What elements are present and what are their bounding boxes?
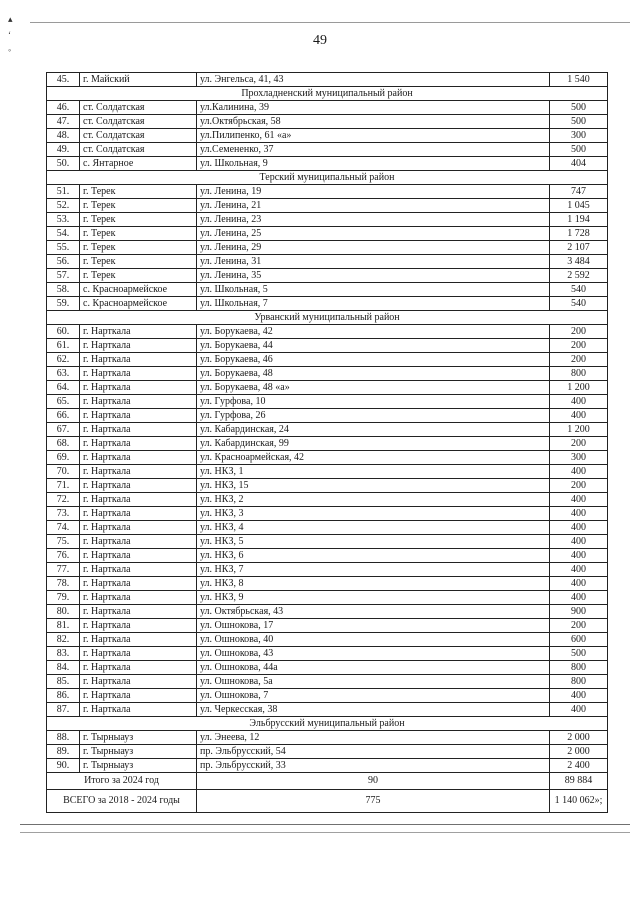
value-cell: 2 107 bbox=[550, 241, 608, 255]
table-row bbox=[47, 451, 608, 465]
value-cell: 400 bbox=[550, 465, 608, 479]
row-number: 90. bbox=[47, 759, 80, 773]
row-number: 51. bbox=[47, 185, 80, 199]
value-cell: 800 bbox=[550, 661, 608, 675]
value-cell: 400 bbox=[550, 591, 608, 605]
value-cell: 900 bbox=[550, 605, 608, 619]
address-cell: ул. Борукаева, 48 bbox=[197, 367, 550, 381]
register-table bbox=[46, 72, 608, 813]
locality-cell: г. Нарткала bbox=[80, 675, 197, 689]
value-cell: 747 bbox=[550, 185, 608, 199]
table-row bbox=[47, 381, 608, 395]
locality-cell: г. Тырныауз bbox=[80, 745, 197, 759]
table-row bbox=[47, 479, 608, 493]
locality-cell: с. Янтарное bbox=[80, 157, 197, 171]
address-cell: ул. Ленина, 29 bbox=[197, 241, 550, 255]
locality-cell: г. Нарткала bbox=[80, 395, 197, 409]
table-row bbox=[47, 689, 608, 703]
locality-cell: г. Нарткала bbox=[80, 661, 197, 675]
value-cell: 600 bbox=[550, 633, 608, 647]
value-cell: 400 bbox=[550, 521, 608, 535]
locality-cell: г. Нарткала bbox=[80, 367, 197, 381]
table-row bbox=[47, 563, 608, 577]
total-value: 89 884 bbox=[550, 773, 608, 790]
locality-cell: г. Терек bbox=[80, 227, 197, 241]
table-row bbox=[47, 465, 608, 479]
row-number: 68. bbox=[47, 437, 80, 451]
table-row bbox=[47, 731, 608, 745]
table-row bbox=[47, 297, 608, 311]
table-row bbox=[47, 605, 608, 619]
value-cell: 540 bbox=[550, 283, 608, 297]
row-number: 87. bbox=[47, 703, 80, 717]
address-cell: ул. Школьная, 5 bbox=[197, 283, 550, 297]
table-row bbox=[47, 157, 608, 171]
locality-cell: г. Нарткала bbox=[80, 563, 197, 577]
locality-cell: г. Нарткала bbox=[80, 423, 197, 437]
locality-cell: г. Тырныауз bbox=[80, 731, 197, 745]
table-row bbox=[47, 199, 608, 213]
address-cell: ул. Ленина, 31 bbox=[197, 255, 550, 269]
table-row bbox=[47, 675, 608, 689]
locality-cell: г. Тырныауз bbox=[80, 759, 197, 773]
address-cell: ул. Кабардинская, 24 bbox=[197, 423, 550, 437]
value-cell: 400 bbox=[550, 563, 608, 577]
table-row bbox=[47, 507, 608, 521]
locality-cell: ст. Солдатская bbox=[80, 115, 197, 129]
address-cell: ул. Ленина, 35 bbox=[197, 269, 550, 283]
address-cell: ул. Ошнокова, 44а bbox=[197, 661, 550, 675]
margin-mark: ◦ bbox=[8, 45, 12, 55]
table-row bbox=[47, 549, 608, 563]
value-cell: 500 bbox=[550, 115, 608, 129]
address-cell: ул. Ошнокова, 17 bbox=[197, 619, 550, 633]
table-row bbox=[47, 353, 608, 367]
value-cell: 200 bbox=[550, 339, 608, 353]
address-cell: ул. Ошнокова, 5а bbox=[197, 675, 550, 689]
row-number: 73. bbox=[47, 507, 80, 521]
total-value: 1 140 062»; bbox=[550, 790, 608, 813]
value-cell: 400 bbox=[550, 703, 608, 717]
row-number: 50. bbox=[47, 157, 80, 171]
table-row bbox=[47, 213, 608, 227]
table-row bbox=[47, 577, 608, 591]
address-cell: ул.Калинина, 39 bbox=[197, 101, 550, 115]
table-row bbox=[47, 143, 608, 157]
row-number: 76. bbox=[47, 549, 80, 563]
row-number: 57. bbox=[47, 269, 80, 283]
table-row bbox=[47, 367, 608, 381]
value-cell: 2 000 bbox=[550, 731, 608, 745]
value-cell: 400 bbox=[550, 577, 608, 591]
value-cell: 300 bbox=[550, 451, 608, 465]
value-cell: 400 bbox=[550, 535, 608, 549]
row-number: 71. bbox=[47, 479, 80, 493]
value-cell: 404 bbox=[550, 157, 608, 171]
locality-cell: с. Красноармейское bbox=[80, 283, 197, 297]
address-cell: ул. Энеева, 12 bbox=[197, 731, 550, 745]
row-number: 72. bbox=[47, 493, 80, 507]
grand-total-row bbox=[47, 790, 608, 813]
address-cell: ул. Борукаева, 44 bbox=[197, 339, 550, 353]
address-cell: ул. НКЗ, 6 bbox=[197, 549, 550, 563]
address-cell: ул. НКЗ, 7 bbox=[197, 563, 550, 577]
row-number: 54. bbox=[47, 227, 80, 241]
address-cell: ул. Ленина, 23 bbox=[197, 213, 550, 227]
row-number: 66. bbox=[47, 409, 80, 423]
row-number: 74. bbox=[47, 521, 80, 535]
locality-cell: г. Нарткала bbox=[80, 339, 197, 353]
table-row bbox=[47, 269, 608, 283]
table-row bbox=[47, 339, 608, 353]
locality-cell: г. Майский bbox=[80, 73, 197, 87]
address-cell: ул. Энгельса, 41, 43 bbox=[197, 73, 550, 87]
row-number: 88. bbox=[47, 731, 80, 745]
locality-cell: г. Нарткала bbox=[80, 451, 197, 465]
locality-cell: г. Нарткала bbox=[80, 521, 197, 535]
value-cell: 400 bbox=[550, 409, 608, 423]
address-cell: ул. Гурфова, 26 bbox=[197, 409, 550, 423]
value-cell: 500 bbox=[550, 143, 608, 157]
value-cell: 200 bbox=[550, 479, 608, 493]
table-row bbox=[47, 395, 608, 409]
value-cell: 400 bbox=[550, 549, 608, 563]
district-header-row bbox=[47, 311, 608, 325]
total-label: Итого за 2024 год bbox=[47, 773, 197, 790]
total-count: 775 bbox=[197, 790, 550, 813]
locality-cell: г. Нарткала bbox=[80, 493, 197, 507]
locality-cell: г. Нарткала bbox=[80, 549, 197, 563]
value-cell: 800 bbox=[550, 367, 608, 381]
value-cell: 1 045 bbox=[550, 199, 608, 213]
value-cell: 1 540 bbox=[550, 73, 608, 87]
district-name: Терский муниципальный район bbox=[47, 171, 608, 185]
row-number: 60. bbox=[47, 325, 80, 339]
value-cell: 2 592 bbox=[550, 269, 608, 283]
address-cell: ул. НКЗ, 15 bbox=[197, 479, 550, 493]
row-number: 47. bbox=[47, 115, 80, 129]
total-2024-row bbox=[47, 773, 608, 790]
value-cell: 500 bbox=[550, 647, 608, 661]
total-count: 90 bbox=[197, 773, 550, 790]
row-number: 70. bbox=[47, 465, 80, 479]
locality-cell: г. Нарткала bbox=[80, 465, 197, 479]
table-row bbox=[47, 703, 608, 717]
row-number: 64. bbox=[47, 381, 80, 395]
value-cell: 500 bbox=[550, 101, 608, 115]
total-label: ВСЕГО за 2018 - 2024 годы bbox=[47, 790, 197, 813]
locality-cell: ст. Солдатская bbox=[80, 143, 197, 157]
district-name: Эльбрусский муниципальный район bbox=[47, 717, 608, 731]
locality-cell: г. Нарткала bbox=[80, 353, 197, 367]
locality-cell: г. Нарткала bbox=[80, 507, 197, 521]
table-row bbox=[47, 591, 608, 605]
address-cell: ул. НКЗ, 4 bbox=[197, 521, 550, 535]
value-cell: 2 000 bbox=[550, 745, 608, 759]
value-cell: 300 bbox=[550, 129, 608, 143]
row-number: 85. bbox=[47, 675, 80, 689]
address-cell: ул. Школьная, 7 bbox=[197, 297, 550, 311]
locality-cell: г. Нарткала bbox=[80, 437, 197, 451]
locality-cell: г. Нарткала bbox=[80, 479, 197, 493]
locality-cell: г. Нарткала bbox=[80, 647, 197, 661]
address-cell: ул. Кабардинская, 99 bbox=[197, 437, 550, 451]
row-number: 69. bbox=[47, 451, 80, 465]
address-cell: ул. Школьная, 9 bbox=[197, 157, 550, 171]
locality-cell: г. Терек bbox=[80, 241, 197, 255]
district-header-row bbox=[47, 171, 608, 185]
row-number: 46. bbox=[47, 101, 80, 115]
address-cell: ул. Гурфова, 10 bbox=[197, 395, 550, 409]
locality-cell: г. Терек bbox=[80, 255, 197, 269]
address-cell: ул. НКЗ, 9 bbox=[197, 591, 550, 605]
address-cell: пр. Эльбрусский, 54 bbox=[197, 745, 550, 759]
row-number: 55. bbox=[47, 241, 80, 255]
locality-cell: ст. Солдатская bbox=[80, 101, 197, 115]
locality-cell: г. Нарткала bbox=[80, 689, 197, 703]
table-row bbox=[47, 325, 608, 339]
address-cell: ул. НКЗ, 2 bbox=[197, 493, 550, 507]
address-cell: ул. Ленина, 19 bbox=[197, 185, 550, 199]
top-rule bbox=[30, 22, 630, 23]
table-row bbox=[47, 423, 608, 437]
value-cell: 540 bbox=[550, 297, 608, 311]
address-cell: ул. Черкесская, 38 bbox=[197, 703, 550, 717]
row-number: 45. bbox=[47, 73, 80, 87]
locality-cell: г. Терек bbox=[80, 185, 197, 199]
district-name: Прохладненский муниципальный район bbox=[47, 87, 608, 101]
row-number: 79. bbox=[47, 591, 80, 605]
value-cell: 200 bbox=[550, 325, 608, 339]
address-cell: ул. Борукаева, 46 bbox=[197, 353, 550, 367]
row-number: 82. bbox=[47, 633, 80, 647]
address-cell: ул. НКЗ, 1 bbox=[197, 465, 550, 479]
register-body bbox=[47, 73, 608, 813]
locality-cell: г. Нарткала bbox=[80, 591, 197, 605]
row-number: 81. bbox=[47, 619, 80, 633]
margin-mark: ʻ bbox=[8, 30, 11, 40]
value-cell: 400 bbox=[550, 493, 608, 507]
locality-cell: г. Терек bbox=[80, 213, 197, 227]
row-number: 86. bbox=[47, 689, 80, 703]
row-number: 49. bbox=[47, 143, 80, 157]
table-row bbox=[47, 633, 608, 647]
row-number: 67. bbox=[47, 423, 80, 437]
table-row bbox=[47, 619, 608, 633]
value-cell: 1 200 bbox=[550, 381, 608, 395]
locality-cell: г. Нарткала bbox=[80, 605, 197, 619]
table-row bbox=[47, 535, 608, 549]
address-cell: ул. Ошнокова, 40 bbox=[197, 633, 550, 647]
row-number: 80. bbox=[47, 605, 80, 619]
row-number: 77. bbox=[47, 563, 80, 577]
address-cell: ул. Красноармейская, 42 bbox=[197, 451, 550, 465]
row-number: 62. bbox=[47, 353, 80, 367]
address-cell: ул. Ошнокова, 43 bbox=[197, 647, 550, 661]
row-number: 61. bbox=[47, 339, 80, 353]
locality-cell: г. Нарткала bbox=[80, 619, 197, 633]
locality-cell: г. Нарткала bbox=[80, 577, 197, 591]
value-cell: 1 728 bbox=[550, 227, 608, 241]
locality-cell: г. Нарткала bbox=[80, 535, 197, 549]
table-row bbox=[47, 493, 608, 507]
table-row bbox=[47, 101, 608, 115]
address-cell: ул. НКЗ, 3 bbox=[197, 507, 550, 521]
address-cell: ул. Ленина, 21 bbox=[197, 199, 550, 213]
address-cell: ул.Семененко, 37 bbox=[197, 143, 550, 157]
address-cell: пр. Эльбрусский, 33 bbox=[197, 759, 550, 773]
address-cell: ул.Октябрьская, 58 bbox=[197, 115, 550, 129]
table-row bbox=[47, 745, 608, 759]
address-cell: ул. Борукаева, 48 «а» bbox=[197, 381, 550, 395]
locality-cell: г. Терек bbox=[80, 199, 197, 213]
table-row bbox=[47, 227, 608, 241]
value-cell: 200 bbox=[550, 437, 608, 451]
locality-cell: г. Нарткала bbox=[80, 409, 197, 423]
margin-mark: ▴ bbox=[8, 14, 13, 24]
value-cell: 1 200 bbox=[550, 423, 608, 437]
value-cell: 800 bbox=[550, 675, 608, 689]
value-cell: 400 bbox=[550, 395, 608, 409]
table-row bbox=[47, 185, 608, 199]
value-cell: 200 bbox=[550, 619, 608, 633]
address-cell: ул.Пилипенко, 61 «а» bbox=[197, 129, 550, 143]
address-cell: ул. Ленина, 25 bbox=[197, 227, 550, 241]
bottom-rule bbox=[20, 832, 630, 833]
row-number: 75. bbox=[47, 535, 80, 549]
locality-cell: ст. Солдатская bbox=[80, 129, 197, 143]
row-number: 84. bbox=[47, 661, 80, 675]
locality-cell: г. Нарткала bbox=[80, 633, 197, 647]
row-number: 58. bbox=[47, 283, 80, 297]
table-row bbox=[47, 283, 608, 297]
value-cell: 200 bbox=[550, 353, 608, 367]
row-number: 59. bbox=[47, 297, 80, 311]
table-row bbox=[47, 521, 608, 535]
locality-cell: г. Нарткала bbox=[80, 381, 197, 395]
locality-cell: г. Нарткала bbox=[80, 325, 197, 339]
table-row bbox=[47, 647, 608, 661]
page-number: 49 bbox=[313, 33, 327, 48]
row-number: 53. bbox=[47, 213, 80, 227]
row-number: 65. bbox=[47, 395, 80, 409]
row-number: 78. bbox=[47, 577, 80, 591]
locality-cell: с. Красноармейское bbox=[80, 297, 197, 311]
bottom-rule bbox=[20, 824, 630, 825]
district-header-row bbox=[47, 717, 608, 731]
locality-cell: г. Терек bbox=[80, 269, 197, 283]
address-cell: ул. Борукаева, 42 bbox=[197, 325, 550, 339]
table-row bbox=[47, 437, 608, 451]
table-row bbox=[47, 255, 608, 269]
address-cell: ул. Октябрьская, 43 bbox=[197, 605, 550, 619]
table-row bbox=[47, 73, 608, 87]
table-row bbox=[47, 115, 608, 129]
row-number: 52. bbox=[47, 199, 80, 213]
value-cell: 1 194 bbox=[550, 213, 608, 227]
row-number: 48. bbox=[47, 129, 80, 143]
district-name: Урванский муниципальный район bbox=[47, 311, 608, 325]
table-row bbox=[47, 241, 608, 255]
locality-cell: г. Нарткала bbox=[80, 703, 197, 717]
row-number: 63. bbox=[47, 367, 80, 381]
address-cell: ул. НКЗ, 8 bbox=[197, 577, 550, 591]
row-number: 83. bbox=[47, 647, 80, 661]
table-row bbox=[47, 129, 608, 143]
row-number: 89. bbox=[47, 745, 80, 759]
value-cell: 400 bbox=[550, 689, 608, 703]
value-cell: 3 484 bbox=[550, 255, 608, 269]
table-row bbox=[47, 759, 608, 773]
table-row bbox=[47, 409, 608, 423]
table-row bbox=[47, 661, 608, 675]
value-cell: 2 400 bbox=[550, 759, 608, 773]
address-cell: ул. НКЗ, 5 bbox=[197, 535, 550, 549]
row-number: 56. bbox=[47, 255, 80, 269]
address-cell: ул. Ошнокова, 7 bbox=[197, 689, 550, 703]
district-header-row bbox=[47, 87, 608, 101]
value-cell: 400 bbox=[550, 507, 608, 521]
